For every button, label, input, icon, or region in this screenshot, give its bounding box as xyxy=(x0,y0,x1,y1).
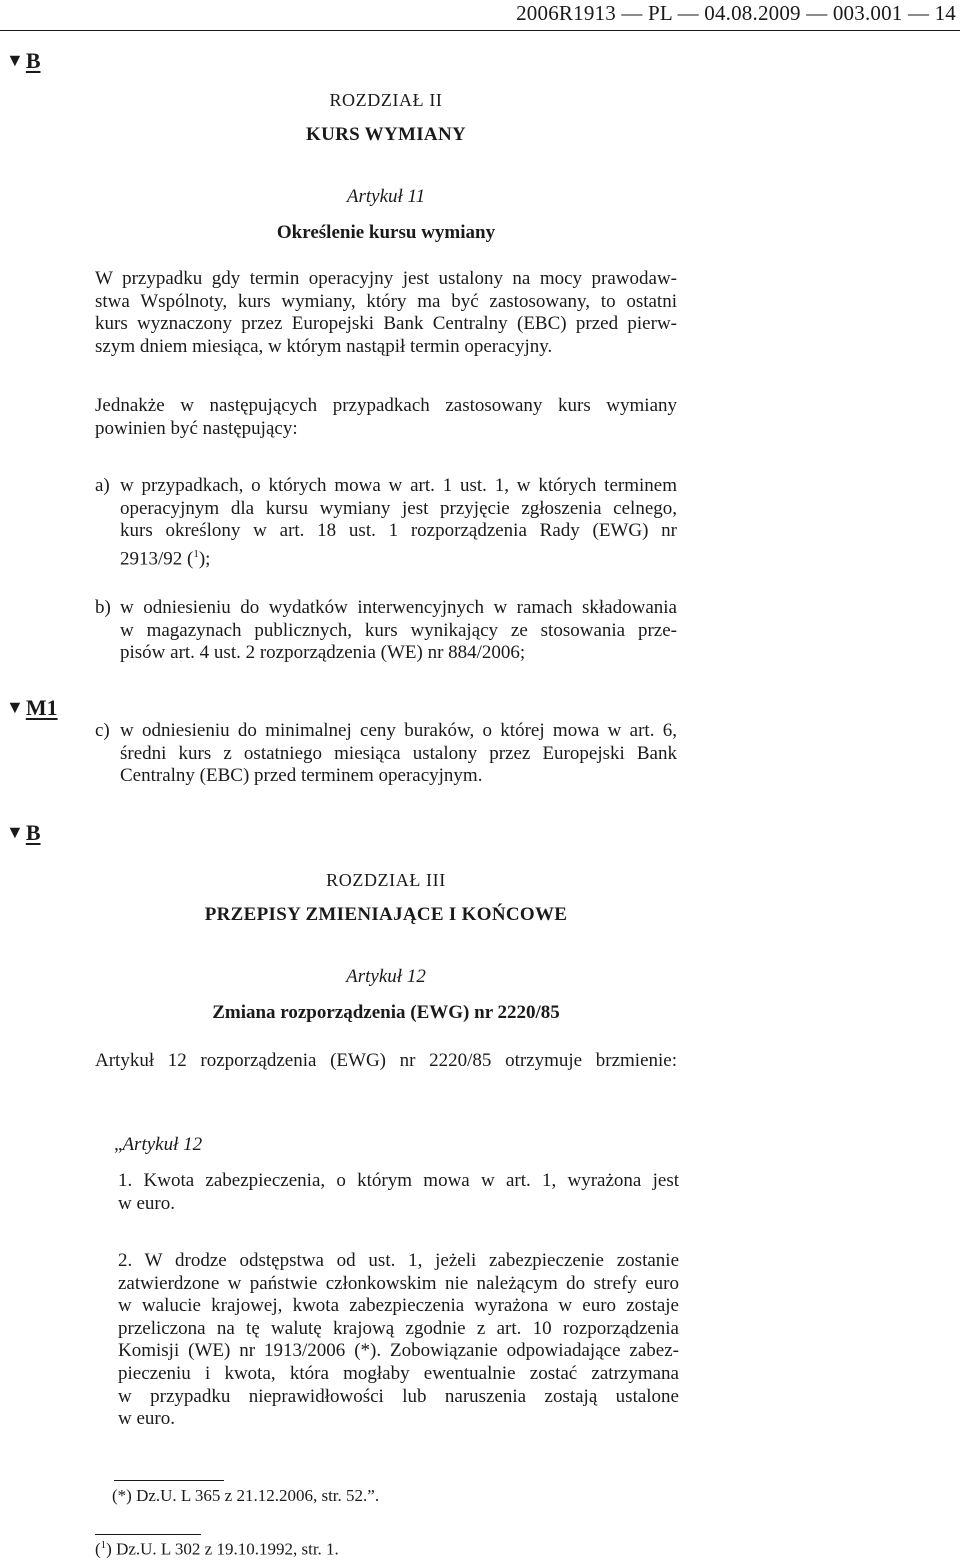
text-fragment: ( xyxy=(95,1539,101,1559)
item-a-text xyxy=(120,475,677,571)
text-line: Komisji (WE) nr 1913/2006 (*). Zobowiązanie odpowiadające zabez- xyxy=(118,1340,679,1362)
text-line: w walucie krajowej, kwota zabezpieczenia wyrażona w euro zostaje xyxy=(118,1295,679,1317)
text-line: powinien być następujący: xyxy=(95,417,298,439)
text-line: w euro. xyxy=(118,1192,175,1214)
text-line xyxy=(120,543,677,571)
footnote-ref: 1 xyxy=(100,1539,107,1551)
text-line: 1. Kwota zabezpieczenia, o którym mowa w art. 1, wyrażona jest xyxy=(118,1170,679,1191)
text-fragment: ) Dz.U. L 302 z 19.10.1992, str. 1. xyxy=(106,1539,339,1559)
quoted-point-2 xyxy=(118,1250,679,1431)
amendment-marker-m1 xyxy=(6,695,58,721)
text-line: Jednakże w następujących przypadkach zastosowany kurs wymiany xyxy=(95,395,677,416)
marker-code: B xyxy=(25,820,41,845)
quote-footnote-rule xyxy=(114,1480,224,1481)
item-b-label: b) xyxy=(95,597,111,618)
text-line: w euro. xyxy=(118,1408,175,1430)
marker-code: M1 xyxy=(25,695,58,720)
paragraph-1 xyxy=(95,268,677,358)
text-line: pieczeniu i kwota, która mogłaby ewentualnie zostać zatrzymana xyxy=(118,1362,679,1384)
quote-footnote: (*) Dz.U. L 365 z 21.12.2006, str. 52.”. xyxy=(112,1486,380,1505)
item-c-label: c) xyxy=(95,720,110,741)
chapter-label: ROZDZIAŁ II xyxy=(329,90,443,110)
quote-mark: „ xyxy=(114,1134,123,1155)
chapter-title: PRZEPISY ZMIENIAJĄCE I KOŃCOWE xyxy=(204,904,568,925)
text-line: w odniesieniu do minimalnej ceny buraków, o której mowa w art. 6, xyxy=(120,720,677,741)
text-line: zatwierdzone w państwie członkowskim nie należącym do strefy euro xyxy=(118,1272,679,1294)
item-a-label: a) xyxy=(95,475,110,496)
text-line: w przypadkach, o których mowa w art. 1 ust. 1, w których terminem xyxy=(120,475,677,496)
article-number: Artykuł 12 xyxy=(346,966,426,987)
text-line: Artykuł 12 rozporządzenia (EWG) nr 2220/85 otrzymuje brzmienie: xyxy=(95,1050,677,1071)
quoted-article-heading xyxy=(114,1134,202,1156)
marker-code: B xyxy=(25,48,41,73)
text-line: w odniesieniu do wydatków interwencyjnych w ramach składowania xyxy=(120,597,677,618)
page-footnote xyxy=(95,1539,339,1560)
text-line: 2. W drodze odstępstwa od ust. 1, jeżeli zabezpieczenie zostanie xyxy=(118,1250,679,1271)
article-number: Artykuł 11 xyxy=(346,186,426,207)
text-line: Centralny (EBC) przed terminem operacyjnym. xyxy=(120,765,483,787)
quoted-article-number: Artykuł 12 xyxy=(122,1134,203,1155)
text-fragment: 2913/92 ( xyxy=(120,548,194,570)
document-header: 2006R1913 — PL — 04.08.2009 — 003.001 — 14 xyxy=(516,1,956,25)
chapter-title: KURS WYMIANY xyxy=(305,124,466,145)
chapter-label: ROZDZIAŁ III xyxy=(326,870,446,890)
text-line: przeliczona na tę walutę krajową zgodnie z art. 10 rozporządzenia xyxy=(118,1317,679,1339)
text-line: szym dniem miesiąca, w którym nastąpił termin operacyjny. xyxy=(95,335,553,357)
amendment-marker-b xyxy=(6,48,41,74)
text-fragment: ); xyxy=(198,548,211,570)
triangle-down-icon: ▼ xyxy=(6,697,24,717)
item-c-text xyxy=(120,720,677,788)
text-line: w przypadku nieprawidłowości lub naruszenia zostają ustalone xyxy=(118,1385,679,1407)
text-line: średni kurs z ostatniego miesiąca ustalony przez Europejski Bank xyxy=(120,742,677,764)
text-line: kurs wyznaczony przez Europejski Bank Centralny (EBC) przed pierw- xyxy=(95,313,677,335)
paragraph-2 xyxy=(95,395,677,440)
footnote-ref: 1 xyxy=(193,547,199,560)
text-line: w magazynach publicznych, kurs wynikający ze stosowania prze- xyxy=(120,619,677,641)
amendment-marker-b xyxy=(6,820,41,846)
text-line: W przypadku gdy termin operacyjny jest ustalony na mocy prawodaw- xyxy=(95,268,677,289)
text-line: operacyjnym dla kursu wymiany jest przyjęcie zgłoszenia celnego, xyxy=(120,497,677,519)
text-line: pisów art. 4 ust. 2 rozporządzenia (WE) nr 884/2006; xyxy=(120,642,526,664)
article-title: Zmiana rozporządzenia (EWG) nr 2220/85 xyxy=(212,1002,560,1023)
text-line: stwa Wspólnoty, kurs wymiany, który ma być zastosowany, to ostatni xyxy=(95,290,677,312)
quoted-point-1 xyxy=(118,1170,679,1215)
triangle-down-icon: ▼ xyxy=(6,822,24,842)
item-b-text xyxy=(120,597,677,665)
paragraph-intro xyxy=(95,1050,677,1073)
text-line: kurs określony w art. 18 ust. 1 rozporządzenia Rady (EWG) nr xyxy=(120,520,677,542)
triangle-down-icon: ▼ xyxy=(6,50,24,70)
footnote-rule xyxy=(95,1534,201,1535)
article-title: Określenie kursu wymiany xyxy=(276,222,496,243)
